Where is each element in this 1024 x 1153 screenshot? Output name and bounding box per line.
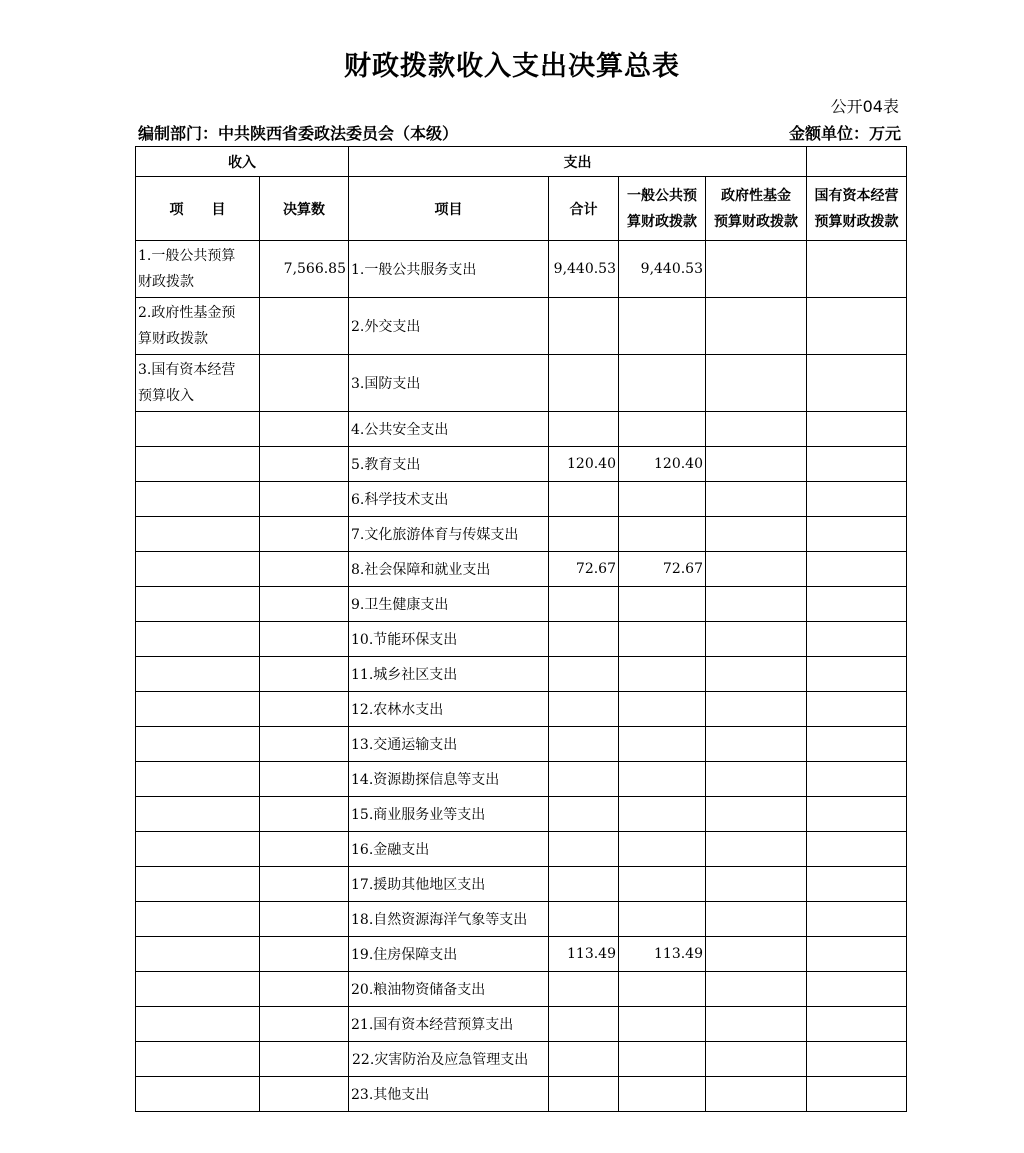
income-amount-cell: [260, 902, 349, 937]
amount-unit-label: 金额单位：万元: [788, 124, 901, 143]
income-header: 收入: [136, 147, 349, 177]
state-capital-cell: [807, 517, 907, 552]
table-row: [136, 587, 907, 622]
income-item-cell: [136, 867, 260, 902]
state-capital-cell: [807, 692, 907, 727]
table-row: [136, 447, 907, 482]
income-item-cell: [136, 517, 260, 552]
income-amount-cell: [260, 587, 349, 622]
general-budget-cell: [619, 832, 706, 867]
table-row: [136, 657, 907, 692]
income-item-cell: [136, 727, 260, 762]
expense-total-cell: [549, 1042, 619, 1077]
income-item-cell: [136, 902, 260, 937]
gov-fund-cell: [706, 832, 807, 867]
expense-item-cell: 17.援助其他地区支出: [349, 867, 549, 902]
expense-total-cell: [549, 1077, 619, 1112]
gov-fund-cell: [706, 762, 807, 797]
expense-item-cell: 15.商业服务业等支出: [349, 797, 549, 832]
general-budget-cell: [619, 355, 706, 412]
income-item-cell: [136, 482, 260, 517]
state-capital-cell: [807, 552, 907, 587]
income-amount-cell: [260, 762, 349, 797]
income-amount-cell: 7,566.85: [260, 241, 349, 298]
expense-item-cell: 10.节能环保支出: [349, 622, 549, 657]
table-row: [136, 412, 907, 447]
state-capital-cell: [807, 482, 907, 517]
general-budget-cell: [619, 692, 706, 727]
state-capital-cell: [807, 447, 907, 482]
expense-total-cell: 120.40: [549, 447, 619, 482]
income-item-cell: [136, 447, 260, 482]
general-budget-cell: [619, 657, 706, 692]
income-amount-cell: [260, 1077, 349, 1112]
state-capital-cell: [807, 727, 907, 762]
income-amount-cell: [260, 1042, 349, 1077]
gov-fund-cell: [706, 867, 807, 902]
expense-item-cell: 21.国有资本经营预算支出: [349, 1007, 549, 1042]
general-budget-cell: [619, 517, 706, 552]
income-item-cell: [136, 972, 260, 1007]
income-item-cell: [136, 241, 260, 298]
state-capital-cell: [807, 762, 907, 797]
state-capital-cell: [807, 1042, 907, 1077]
page-title: 财政拨款收入支出决算总表: [344, 51, 680, 82]
income-item-cell: [136, 657, 260, 692]
income-item-cell: [136, 622, 260, 657]
gov-fund-cell: [706, 447, 807, 482]
table-row: [136, 1077, 907, 1112]
table-row: [136, 355, 907, 412]
income-item-line1: 1.一般公共预算: [138, 248, 236, 264]
expense-total-cell: 72.67: [549, 552, 619, 587]
expense-item-cell: 12.农林水支出: [349, 692, 549, 727]
general-budget-cell: [619, 298, 706, 355]
department-label: 编制部门：中共陕西省委政法委员会（本级）: [138, 124, 459, 143]
income-amount-cell: [260, 1007, 349, 1042]
income-amount-cell: [260, 412, 349, 447]
gov-fund-cell: [706, 657, 807, 692]
income-amount-cell: [260, 298, 349, 355]
gov-fund-cell: [706, 727, 807, 762]
expense-item-cell: 2.外交支出: [349, 298, 549, 355]
income-amount-cell: [260, 832, 349, 867]
expense-item-cell: 6.科学技术支出: [349, 482, 549, 517]
expense-item-cell: 13.交通运输支出: [349, 727, 549, 762]
expense-item-cell: 9.卫生健康支出: [349, 587, 549, 622]
income-item-line1: 3.国有资本经营: [138, 362, 236, 378]
general-budget-cell: [619, 1007, 706, 1042]
income-item-cell: [136, 1077, 260, 1112]
gov-fund-cell: [706, 482, 807, 517]
state-capital-header-line1: 国有资本经营: [814, 187, 899, 204]
form-number: 公开04表: [830, 97, 899, 116]
state-capital-cell: [807, 797, 907, 832]
table-row: [136, 727, 907, 762]
income-item-cell: [136, 1042, 260, 1077]
income-amount-cell: [260, 657, 349, 692]
general-budget-cell: [619, 797, 706, 832]
gov-fund-header-line1: 政府性基金: [721, 187, 791, 204]
state-capital-cell: [807, 622, 907, 657]
expense-item-cell: 11.城乡社区支出: [349, 657, 549, 692]
gov-fund-cell: [706, 552, 807, 587]
state-capital-cell: [807, 587, 907, 622]
general-budget-cell: [619, 622, 706, 657]
income-amount-cell: [260, 622, 349, 657]
budget-summary-table: [135, 146, 907, 1112]
state-capital-cell: [807, 1007, 907, 1042]
table-row: [136, 937, 907, 972]
expense-total-cell: [549, 692, 619, 727]
expense-total-cell: [549, 657, 619, 692]
gov-fund-cell: [706, 1077, 807, 1112]
expense-total-cell: [549, 902, 619, 937]
income-amount-cell: [260, 972, 349, 1007]
gov-fund-cell: [706, 355, 807, 412]
expense-total-cell: 113.49: [549, 937, 619, 972]
general-budget-cell: 113.49: [619, 937, 706, 972]
table-row: [136, 1007, 907, 1042]
table-row: [136, 797, 907, 832]
state-capital-cell: [807, 241, 907, 298]
expense-item-cell: 3.国防支出: [349, 355, 549, 412]
income-amount-cell: [260, 552, 349, 587]
state-capital-header-line2: 预算财政拨款: [814, 213, 899, 230]
state-capital-cell: [807, 972, 907, 1007]
expense-item-cell: 22.灾害防治及应急管理支出: [349, 1042, 549, 1077]
income-item-line2: 财政拨款: [138, 274, 194, 290]
expense-item-header: 项目: [349, 177, 549, 241]
table-row: [136, 762, 907, 797]
gov-fund-cell: [706, 622, 807, 657]
income-item-cell: [136, 1007, 260, 1042]
state-capital-cell: [807, 902, 907, 937]
state-capital-cell: [807, 1077, 907, 1112]
income-item-cell: [136, 298, 260, 355]
expense-total-cell: [549, 622, 619, 657]
gov-fund-cell: [706, 1007, 807, 1042]
general-budget-cell: [619, 1077, 706, 1112]
income-item-line2: 预算收入: [138, 388, 194, 404]
expense-header: 支出: [349, 147, 807, 177]
expense-total-cell: [549, 727, 619, 762]
expense-total-cell: [549, 762, 619, 797]
expense-total-cell: [549, 972, 619, 1007]
general-budget-cell: [619, 482, 706, 517]
general-budget-header: [619, 177, 706, 241]
state-capital-cell: [807, 657, 907, 692]
gov-fund-cell: [706, 298, 807, 355]
total-header: 合计: [549, 177, 619, 241]
expense-item-cell: 7.文化旅游体育与传媒支出: [349, 517, 549, 552]
gov-fund-cell: [706, 412, 807, 447]
expense-total-cell: [549, 587, 619, 622]
income-item-cell: [136, 832, 260, 867]
gov-fund-cell: [706, 902, 807, 937]
income-item-cell: [136, 797, 260, 832]
header-blank-cell: [807, 147, 907, 177]
income-item-line1: 2.政府性基金预: [138, 305, 236, 321]
income-item-header: 项 目: [136, 177, 260, 241]
expense-item-cell: 18.自然资源海洋气象等支出: [349, 902, 549, 937]
income-item-cell: [136, 355, 260, 412]
gov-fund-cell: [706, 587, 807, 622]
general-budget-header-line1: 一般公共预: [627, 187, 697, 204]
table-row: [136, 692, 907, 727]
header-row-2: [136, 177, 907, 241]
state-capital-cell: [807, 867, 907, 902]
general-budget-cell: [619, 762, 706, 797]
expense-total-cell: [549, 867, 619, 902]
table-row: [136, 482, 907, 517]
expense-item-cell: 19.住房保障支出: [349, 937, 549, 972]
general-budget-header-line2: 算财政拨款: [627, 213, 697, 230]
header-row-1: [136, 147, 907, 177]
table-row: [136, 552, 907, 587]
expense-item-cell: 20.粮油物资储备支出: [349, 972, 549, 1007]
expense-item-cell: 5.教育支出: [349, 447, 549, 482]
expense-item-cell: 23.其他支出: [349, 1077, 549, 1112]
income-item-cell: [136, 762, 260, 797]
table-row: [136, 622, 907, 657]
general-budget-cell: [619, 587, 706, 622]
state-capital-cell: [807, 298, 907, 355]
expense-item-cell: 8.社会保障和就业支出: [349, 552, 549, 587]
expense-item-cell: 1.一般公共服务支出: [349, 241, 549, 298]
general-budget-cell: [619, 727, 706, 762]
state-capital-cell: [807, 937, 907, 972]
general-budget-cell: 72.67: [619, 552, 706, 587]
gov-fund-cell: [706, 241, 807, 298]
gov-fund-header-line2: 预算财政拨款: [714, 213, 798, 230]
table-row: [136, 972, 907, 1007]
income-item-line2: 算财政拨款: [138, 331, 208, 347]
general-budget-cell: 120.40: [619, 447, 706, 482]
income-item-cell: [136, 937, 260, 972]
income-amount-cell: [260, 867, 349, 902]
expense-total-cell: [549, 832, 619, 867]
gov-fund-cell: [706, 692, 807, 727]
gov-fund-cell: [706, 1042, 807, 1077]
general-budget-cell: [619, 412, 706, 447]
income-amount-cell: [260, 355, 349, 412]
state-capital-cell: [807, 412, 907, 447]
general-budget-cell: 9,440.53: [619, 241, 706, 298]
final-amount-header: 决算数: [260, 177, 349, 241]
expense-total-cell: [549, 298, 619, 355]
table-row: [136, 902, 907, 937]
income-amount-cell: [260, 937, 349, 972]
expense-item-cell: 4.公共安全支出: [349, 412, 549, 447]
income-amount-cell: [260, 482, 349, 517]
expense-total-cell: [549, 355, 619, 412]
gov-fund-header: [706, 177, 807, 241]
expense-item-cell: 16.金融支出: [349, 832, 549, 867]
table-row: [136, 241, 907, 298]
income-amount-cell: [260, 517, 349, 552]
gov-fund-cell: [706, 972, 807, 1007]
gov-fund-cell: [706, 517, 807, 552]
income-item-cell: [136, 692, 260, 727]
expense-total-cell: [549, 517, 619, 552]
expense-total-cell: [549, 482, 619, 517]
state-capital-cell: [807, 355, 907, 412]
income-amount-cell: [260, 727, 349, 762]
table-row: [136, 832, 907, 867]
state-capital-header: [807, 177, 907, 241]
expense-total-cell: 9,440.53: [549, 241, 619, 298]
income-item-cell: [136, 552, 260, 587]
general-budget-cell: [619, 867, 706, 902]
table-row: [136, 867, 907, 902]
general-budget-cell: [619, 1042, 706, 1077]
state-capital-cell: [807, 832, 907, 867]
expense-total-cell: [549, 797, 619, 832]
income-amount-cell: [260, 447, 349, 482]
income-amount-cell: [260, 692, 349, 727]
expense-total-cell: [549, 1007, 619, 1042]
income-item-cell: [136, 587, 260, 622]
table-row: [136, 1042, 907, 1077]
general-budget-cell: [619, 972, 706, 1007]
expense-item-cell: 14.资源勘探信息等支出: [349, 762, 549, 797]
income-item-cell: [136, 412, 260, 447]
expense-total-cell: [549, 412, 619, 447]
general-budget-cell: [619, 902, 706, 937]
table-row: [136, 298, 907, 355]
income-amount-cell: [260, 797, 349, 832]
gov-fund-cell: [706, 937, 807, 972]
table-row: [136, 517, 907, 552]
gov-fund-cell: [706, 797, 807, 832]
